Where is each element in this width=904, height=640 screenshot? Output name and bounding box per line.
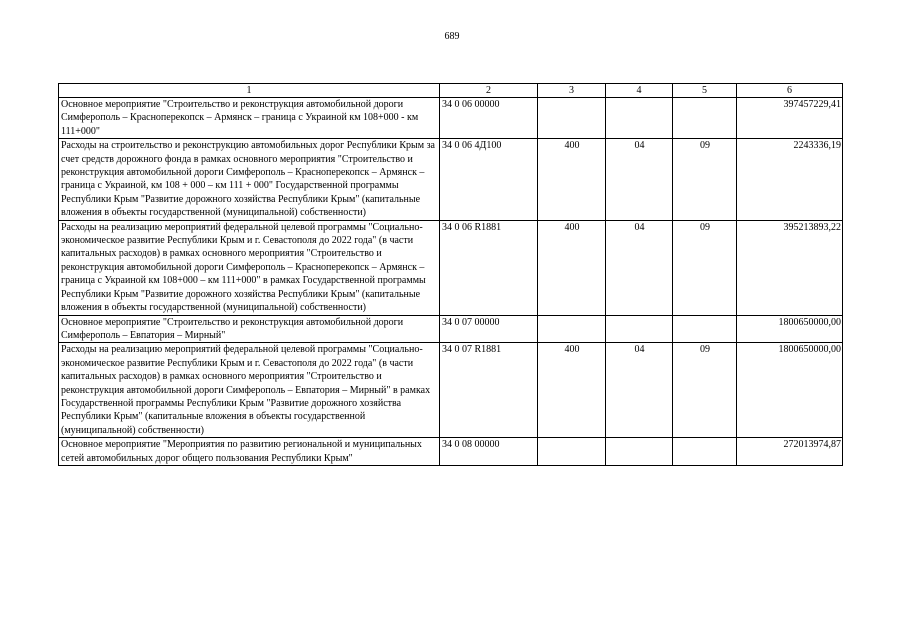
row-description: Основное мероприятие "Строительство и реконструкция автомобильной дороги Симферополь – Евпатория – Мирный" [59,315,440,343]
row-section: 04 [606,139,673,220]
row-description: Расходы на реализацию мероприятий федеральной целевой программы "Социально-экономическое развитие Республики Крым и г. Севастополя до 2022 года" (в части капитальных расходов) в рамках основного мероприятия "Строительство и реконструкция автомобильной дороги Симферополь – Евпатория – Мирный" в рамках Государственной программы Республики Крым "Развитие дорожного хозяйства Республики Крым" (капитальные вложения в объекты государственной (муниципальной) собственности) [59,343,440,438]
row-target-code: 34 0 06 4Д100 [440,139,538,220]
column-header-1: 1 [59,84,440,98]
table-row [59,139,843,220]
row-amount: 1800650000,00 [737,343,843,438]
table-row [59,438,843,466]
table-row [59,315,843,343]
row-subsection: 09 [673,220,737,315]
row-amount: 2243336,19 [737,139,843,220]
row-section [606,315,673,343]
row-amount: 1800650000,00 [737,315,843,343]
row-target-code: 34 0 07 00000 [440,315,538,343]
row-description: Основное мероприятие "Мероприятия по развитию региональной и муниципальных сетей автомобильных дорог общего пользования Республики Крым" [59,438,440,466]
row-expense-type [538,315,606,343]
row-expense-type: 400 [538,343,606,438]
row-expense-type: 400 [538,139,606,220]
row-expense-type: 400 [538,220,606,315]
row-section [606,98,673,139]
column-header-4: 4 [606,84,673,98]
row-target-code: 34 0 06 00000 [440,98,538,139]
table-row [59,98,843,139]
column-header-6: 6 [737,84,843,98]
row-subsection: 09 [673,139,737,220]
row-description: Основное мероприятие "Строительство и реконструкция автомобильной дороги Симферополь – Красноперекопск – Армянск – граница с Украиной км 108+000 - км 111+000" [59,98,440,139]
row-amount: 397457229,41 [737,98,843,139]
row-subsection [673,98,737,139]
row-expense-type [538,438,606,466]
row-subsection [673,438,737,466]
table-header-row [59,84,843,98]
page-number: 689 [444,31,460,42]
table-row [59,343,843,438]
row-subsection [673,315,737,343]
row-expense-type [538,98,606,139]
row-amount: 395213893,22 [737,220,843,315]
row-target-code: 34 0 07 R1881 [440,343,538,438]
row-description: Расходы на реализацию мероприятий федеральной целевой программы "Социально-экономическое развитие Республики Крым и г. Севастополя до 2022 года" (в части капитальных расходов) в рамках основного мероприятия "Строительство и реконструкция автомобильной дороги Симферополь – Красноперекопск – Армянск – граница с Украиной км 108+000 – км 111+000" в рамках Государственной программы Республики Крым "Развитие дорожного хозяйства Республики Крым" (капитальные вложения в объекты государственной (муниципальной) собственности) [59,220,440,315]
row-section: 04 [606,220,673,315]
row-amount: 272013974,87 [737,438,843,466]
row-section [606,438,673,466]
row-target-code: 34 0 08 00000 [440,438,538,466]
budget-table [58,83,843,466]
row-subsection: 09 [673,343,737,438]
row-description: Расходы на строительство и реконструкцию автомобильных дорог Республики Крым за счет средств дорожного фонда в рамках основного мероприятия "Строительство и реконструкция автомобильной дороги Симферополь – Красноперекопск – Армянск – граница с Украиной, км 108 + 000 – км 111 + 000" Государственной программы Республики Крым "Развитие дорожного хозяйства Республики Крым" (капитальные вложения в объекты государственной (муниципальной) собственности) [59,139,440,220]
column-header-5: 5 [673,84,737,98]
column-header-2: 2 [440,84,538,98]
row-section: 04 [606,343,673,438]
row-target-code: 34 0 06 R1881 [440,220,538,315]
table-row [59,220,843,315]
column-header-3: 3 [538,84,606,98]
